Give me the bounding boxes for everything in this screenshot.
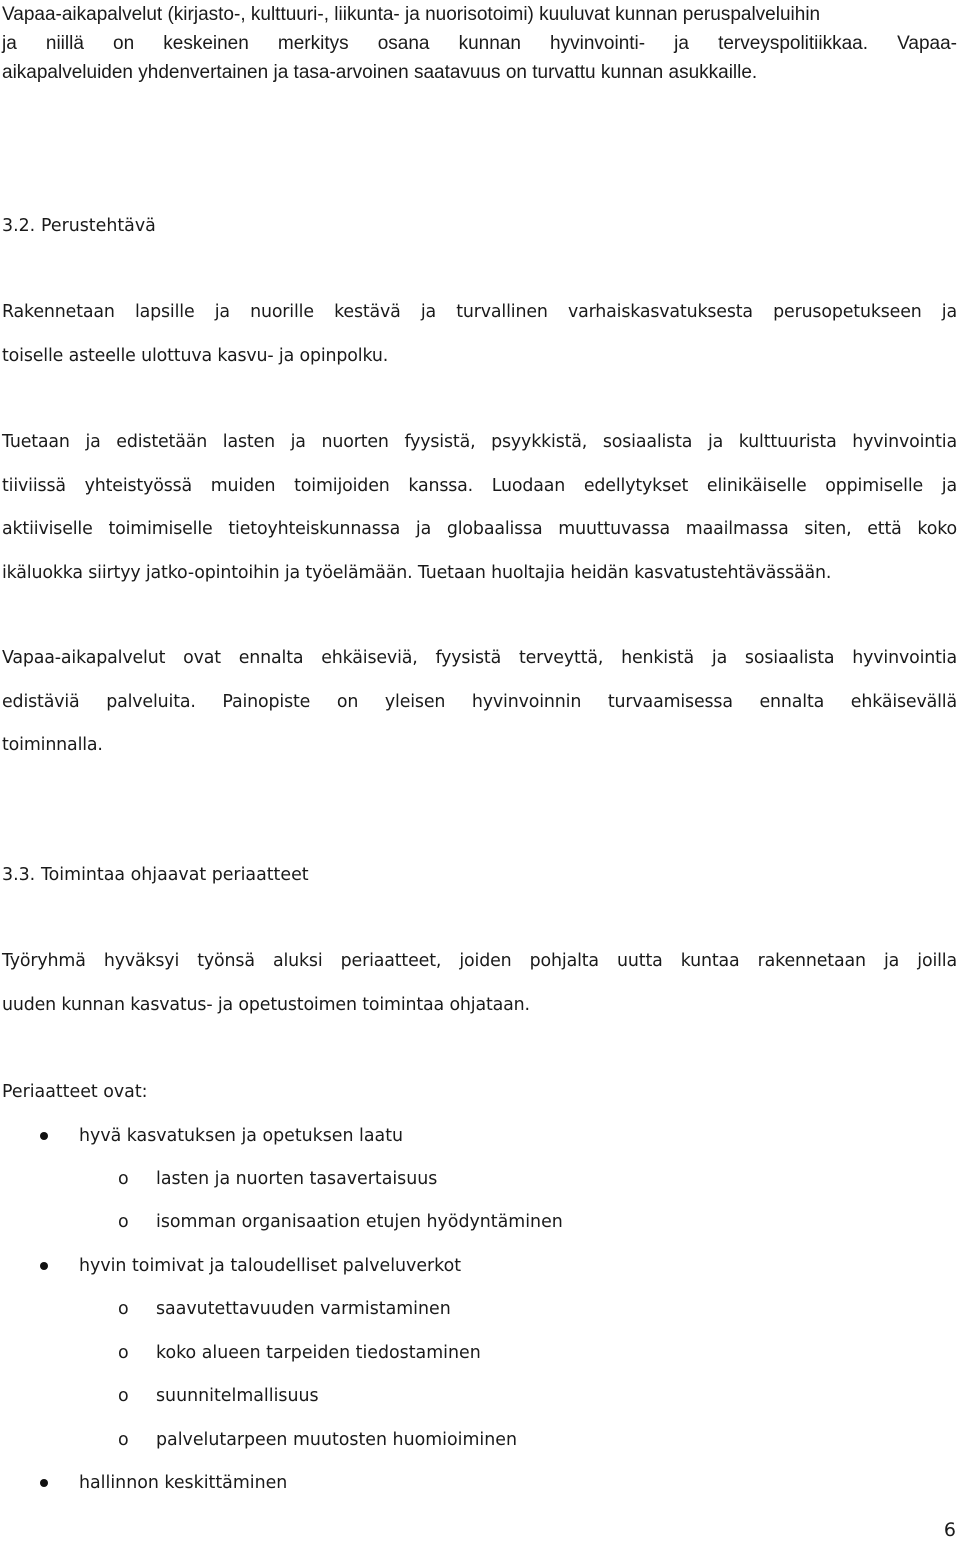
section-heading-3-2 — [2, 214, 156, 238]
paragraph — [2, 291, 957, 378]
paragraph-line: ikäluokka siirtyy jatko-opintoihin ja työelämään. Tuetaan huoltajia heidän kasvatustehtävässään. — [2, 562, 832, 583]
list-item: hyvä kasvatuksen ja opetuksen laatu — [79, 1126, 404, 1146]
section-title: Toimintaa ohjaavat periaatteet — [41, 865, 309, 885]
sub-bullet-icon: o — [118, 1212, 129, 1232]
list-item: hyvin toimivat ja taloudelliset palveluverkot — [79, 1256, 462, 1276]
intro-line: Vapaa-aikapalvelut (kirjasto-, kulttuuri-, liikunta- ja nuorisotoimi) kuuluvat kunnan peruspalveluihin — [2, 4, 821, 25]
intro-line: ja niillä on keskeinen merkitys osana kunnan hyvinvointi- ja terveyspolitiikkaa. Vapaa- — [2, 33, 957, 54]
bullet-icon — [40, 1262, 48, 1270]
sub-bullet-icon: o — [118, 1169, 129, 1189]
intro-paragraph — [2, 0, 957, 87]
sub-bullet-icon: o — [118, 1430, 129, 1450]
bullet-icon — [40, 1479, 48, 1487]
paragraph-line: toiselle asteelle ulottuva kasvu- ja opinpolku. — [2, 345, 389, 366]
sub-bullet-icon: o — [118, 1386, 129, 1406]
bullet-icon — [40, 1132, 48, 1140]
list-item: hallinnon keskittäminen — [79, 1473, 288, 1493]
paragraph-line: Tuetaan ja edistetään lasten ja nuorten fyysistä, psyykkistä, sosiaalista ja kulttuurista hyvinvointia — [2, 432, 957, 452]
paragraph-line: Rakennetaan lapsille ja nuorille kestävä ja turvallinen varhaiskasvatuksesta perusopetukseen ja — [2, 302, 957, 322]
section-heading-3-3 — [2, 863, 309, 887]
intro-line: aikapalveluiden yhdenvertainen ja tasa-arvoinen saatavuus on turvattu kunnan asukkaille. — [2, 62, 758, 83]
paragraph-line: edistäviä palveluita. Painopiste on yleisen hyvinvoinnin turvaamisessa ennalta ehkäisevällä — [2, 691, 957, 712]
paragraph — [2, 637, 957, 768]
page-number: 6 — [943, 1519, 956, 1541]
sub-list-item: isomman organisaation etujen hyödyntäminen — [156, 1212, 563, 1232]
paragraph-line: tiiviissä yhteistyössä muiden toimijoiden kanssa. Luodaan edellytykset elinikäiselle oppimiselle ja — [2, 475, 957, 496]
paragraph — [2, 421, 957, 595]
sub-list-item: lasten ja nuorten tasavertaisuus — [156, 1169, 438, 1189]
paragraph-line: Työryhmä hyväksyi työnsä aluksi periaatteet, joiden pohjalta uutta kuntaa rakennetaan ja joilla — [2, 951, 957, 971]
section-number: 3.2. — [2, 216, 36, 236]
sub-bullet-icon: o — [118, 1299, 129, 1319]
sub-list-item: suunnitelmallisuus — [156, 1386, 319, 1406]
paragraph-line: toiminnalla. — [2, 735, 103, 755]
paragraph-line: aktiiviselle toimimiselle tietoyhteiskunnassa ja globaalissa muuttuvassa maailmassa siten, että koko — [2, 519, 957, 539]
sub-list-item: koko alueen tarpeiden tiedostaminen — [156, 1343, 481, 1363]
section-number: 3.3. — [2, 865, 36, 885]
paragraph-line: Vapaa-aikapalvelut ovat ennalta ehkäiseviä, fyysistä terveyttä, henkistä ja sosiaalista hyvinvointia — [2, 648, 957, 668]
sub-list-item: saavutettavuuden varmistaminen — [156, 1299, 451, 1319]
paragraph — [2, 940, 957, 1027]
paragraph-line: uuden kunnan kasvatus- ja opetustoimen toimintaa ohjataan. — [2, 994, 530, 1015]
sub-list-item: palvelutarpeen muutosten huomioiminen — [156, 1430, 517, 1450]
sub-bullet-icon: o — [118, 1343, 129, 1363]
section-title: Perustehtävä — [41, 216, 156, 236]
list-intro: Periaatteet ovat: — [2, 1082, 148, 1102]
